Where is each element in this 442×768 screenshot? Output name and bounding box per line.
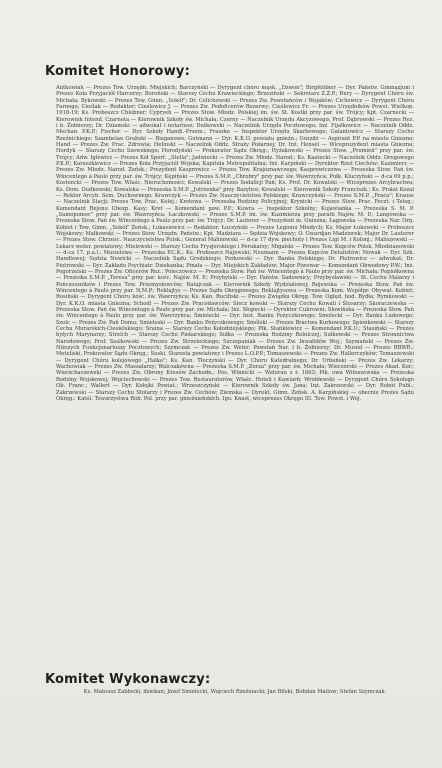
honorary-committee-heading: Komitet Honorowy:	[45, 64, 190, 79]
honorary-committee-list: Antkowiak — Prezes Tow. Urzędn. Miejskich; Barczyński — Dyrygent chóru męsk. „Dzwon"; Birgfeldner — Dyr. Państw. Gimnazjum i Prezes Koła Przyjaciół Harcerzy; Boroński — Starszy Cechu Krawieckiego; Brzeziński — Sekretarz Z.Z.P.; Bury — Dyrygent Chóru św. Michała; Bykowski — Prezes Tow. Gimn. „Sokół"; Dr. Celichowski — Prezes Zw. Powstańców i Wojaków; Cichowicz — Dyrygent Chóru Farnego; Cieślak — Redaktor; Cieślewicz J. — Prezes Zw. Podoficerów Rezerwy; Cieślewicz Fr. — Prezes Urzędników Powst. Wielkop. 1918-19; Ks. Proboszcz Chlobner; Cypryeh — Prezes Stow. Młodz. Polskiej im. św. St. Kostki przy par. św. Trójcy; Kpt. Czarnecki — Kierownik Intend. Czarnota — Kierownik Szkoły św. Michała; Czerny — Naczelnik Urzędu Akcyzowego; Prof. Dąbrowski — Prezes Rez. i b. Żołnierzy; Dr. Dziamski — adwokat i notariusz; Dutkowski — Naczelnik Urzędu Pocztowego; Inż. Fijałkowicz — Naczelnik Oddz. Mechan. P.K.P.; Fischer — Dyr. Szkoły Handl.-Przem.; Fraszke — Inspektor Urzędu Skarbowego; Galantowicz — Starszy Cechu Rzeźnickiego; Szambelan Grabski — Bieganowo; Gutmann — Dyr. K.K.O. powiatu gnieźn.; Gwizdż — Aspirant P.P. na miasto Gniezno; Hand — Prezes Zw. Prac. Zdrowia; Helinski — Naczelnik Oddz. Straży Pożarnej; Dr. Inż. Hensel — Wiceprezydent miasta Gniezna; Hordyk — Starszy Cechu Szewskiego; Horodyński — Prokurator Sądu Okręg.; Hyżakowski — Prezes Stow. „Promień" przy par. św. Trójcy; Adw. Iglewicz — Prezes Kół Sport. „Stella"; Jadwiecki — Prezes Zw. Młodz. Narod.; Ks. Kaatecki — Naczelnik Oddz. Drogowego P.K.P.; Karaszkiewicz — Prezes Koła Przyjaciół Wojska; Kapituła Metropolitalna; Inż. Karpiński — Dyrektor Rzeź Ciechów; Kazimierz — Prezes Zw. Młodz. Narod. Żeńsk.; Prezydent Kasprowicz — Prezes Tow. Krajoznawczego; Kasprowiczowa — Prezeska Stow. Pań św. Wincentego à Paulo przy par. św. Trójcy; Kępiński — Prezes S.M.P. „Chrobry" przy par. św. Wawrzyńca; Pułk. Kluczyński — d-ca 69 p.p.; Kostencki — Prezes Tow. Właśc. Nieruchomości; Kowalski — Prezes Sodalicji Pań; Ks. Prof. Dr. Kowalski — Wiceprezes Arcybractwa; Ks. Dom. Dudkowski; Kowalska — Prezeska S.M.P. „Jutrzenka" przy Bazylice; Kowalski — Kierownik Szkoły Franciszk.; Ks. Prałat Kozal — Rektor Arcyb. Sem. Duchownego; Krawczyk — Prezes Zw. Nauczycielstwa Polskiego; Krawczyński — Prezes S.M.P. „Praca"; Krause — Naczelnik Stacji; Prezes Tow. Prac. Kolej.; Kretowa — Prezeska Rodziny Policyjnej; Krynicki — Prezes Stow. Prac. Poczt. i Teleg.; Komendant Rejonu Ubezp. Kasy; Kret — Komendant pow. P.P.; Kuwra — Inspektor Szkolny; Kujawianka — Prezeska S. M. P. „Samopomoc" przy par. św. Wawrzyńca; Łaczkowski — Prezes S.M.P. im. św. Kazimierza przy parafii Najśw. M. P.; Langowska — Prezeska Stow. Pań św. Wincentego à Paulo przy par. św. Trójcy; Dr. Lauterer — Prezydent m. Gniezna; Łagowska — Prezeska Nar. Org. Kobiet i Tow. Gimn. „Sokół" Żeńsk.; Łukasiewicz — Redaktor; Łuczyński — Prezes Legionu Młodych; Ks. Major Łukowski — Proboszcz Wojskowy; Małkowski — Prezes Stow. Urzędn. Państw.; Kpt. Madziara — Sędzia Wojskowy; O. Gwardjan Madziorek; Major Dr. Lauterer — Prezes Stow. Chrześc. Nauczycielstwa Polsk.; Generał Malinowski — d-ca 17 dyw. piechoty i Prezes Ligi M. i Kolonj.; Maliszewski — Lekarz weter. powiatowy; Mielewski — Starszy Cechu Fryzjerskiego i Perukarzy; Migalski — Prezes Tow. Kupców Polsk. Młodzianowski — d-ca 17. p.a.l.; Musielowa — Prezeska P.C.K.; Ks. Proboszcz Najewski; Neumann — Prezes Kupców Detalistów; Nowak — Dyr. Szk. Handlowej; Sędzia Nowicki — Naczelnik Sądu Grodzkiego; Perkowski — Dyr. Banku Polskiego; Dr. Piotrowicz — adwokat; Dr. Piotrowski — Dyr. Zakładu Psychiatr. Dziekanka; Pinała — Dyr. Miejskich Zakładów; Major Piwowar — Komendant Obwodowy P.W.; Inż. Pogorzelski — Prezes Zw. Oficerów Rez.; Poleczowicz — Prezeska Stow. Pań św. Wincentego à Paulo przy par. św. Michała; Popiołkowna — Prezeska S.M.P. „Teresa" przy par. kośc. Najśw. M. P.; Przybylski — Dyr. Państw. Sadownicy; Przybysławski — St. Cechu Malarzy i Pończoszników i Prezes Tow. Przemysłowców; Ratajczak — Kierownik Szkoły Wydziałowej; Rejewska — Prezeska Stow. Pań św. Wincentego à Paulo przy par. N.M.P.; Reklajtys — Prezes Sądu Okręgowego; Reklajtysowa — Prezeska Kom. Współpr. Obywat. Kobiet; Rosiński — Dyrygent Chóru kośc. św. Wawrzyńca; Ks. Kan. Rucifiski — Prezes Związku Okręg. Tow. Oględ. hod. Bydła; Rymkowski — Dyr. K.K.O. miasta Gniezna; Schodl — Prezes Zw. Pracodawców; Siecz kowski — Starszy Cechu Kowali i Ślusarzy; Skoraczewska — Prezeska Stow. Pań św. Wincentego à Paulo przy par. św. Michała; Inż. Słupecki — Dyrektor Cukrowni; Słowińska — Prezeska Stow. Pań św. Wincentego à Paulo przy par. św. Wawrzyńca; Śmielecki — Dyr. Inst. Banku Pożyczkowego; Smolecki — Dyr. Banku Ludowego; Szolc — Prezes Zw. Pań Domu; Smieleski — Dyr. Banku Pożyczkowego; Smólski — Prezes Bractwa Kurkowego; Spionkowski — Starszy Cechu Murarskich-Ciesielskiego; Sraina — Starszy Cechu Kołodziejskiego; Płk. Stankiewicz — Komendant P.K.U.; Stasiński — Prezes byłych Marynarzy; Strelch — Starszy Cechu Piekarskiego; Sułka — Prezeska Rodziny Rolniczej; Sułkowski — Prezes Stronnictwa Narodowego; Prof. Szalkowski — Prezes Zw. Strzeleckiego; Szczepaniak — Prezes Zw. Inwalidów Woj.; Szymański — Prezes Zw. Niższych Funkcjonariuszy Pocztowych; Szymczak — Prezes Zw. Weter. Powstań Nar. i b. Żołnierzy; Dr. Musiel — Prezes BBWR.; Meteliski, Prokurator Sądu Okręg.; Suski, Starosta powiatowy i Prezes L.O.P.P.; Tomaszewski — Prezes Zw. Hallerczyków; Tomaszewski — Dyrygent Chóru kolejowego „Halka"; Ks. Kan. Tłoczyński — Dyr. Chóru Katedralnego; Dr. Urbański — Prezes Zw. Lekarzy; Wachowiak — Prezes Zw. Maszalarzy; Walczakówna — Prezeska S.M.P. „Zorza" przy par. św. Michała; Wieczorski — Prezes Akad. Kor.; Wierzchaczewski — Prezes Zw. Obrony Kresów Zachodn.; Pos. Winnicki — Weteran z r. 1863; Plk. owa Witoszewska — Prezeska Rodziny Wojskowej; Wojciechowski — Prezes Tow. Restauratorów, Właśc. Hoteli i Kawiarń; Wrobłewski — Dyrygent Chóru Sokolego Ob. Franc.; Wallert — Dyr. Kolejki Powiat.; Wrzeszczyński — Kierownik Szkoły św. Jana; Inż. Zakrzewski — Dyr. Robót Publ.; Zakrzewski — Starszy Cechu Stolarzy i Prezes Zw. Cechów; Ziemska — Dyrekt. Gimn. Żeńsk. A. Karpińskiej — obecnie Prezes Sądu Okręg.; Katol. Towarzystwa Rob. Pol. przy par. gnieźnieńskich. Igo. Knast, wiceprezes Okręgu III. Tow. Powst. i Woj.	[56, 85, 414, 402]
executive-committee-list: Ks. Mateusz Zabłocki, dziekan; Józef Śmielecki, Wojciech Rzeźniacki; Jan Bilski, Bohdan Mailow; Stefan Szymczak.	[83, 689, 387, 695]
executive-committee-heading: Komitet Wykonawczy:	[45, 672, 211, 687]
